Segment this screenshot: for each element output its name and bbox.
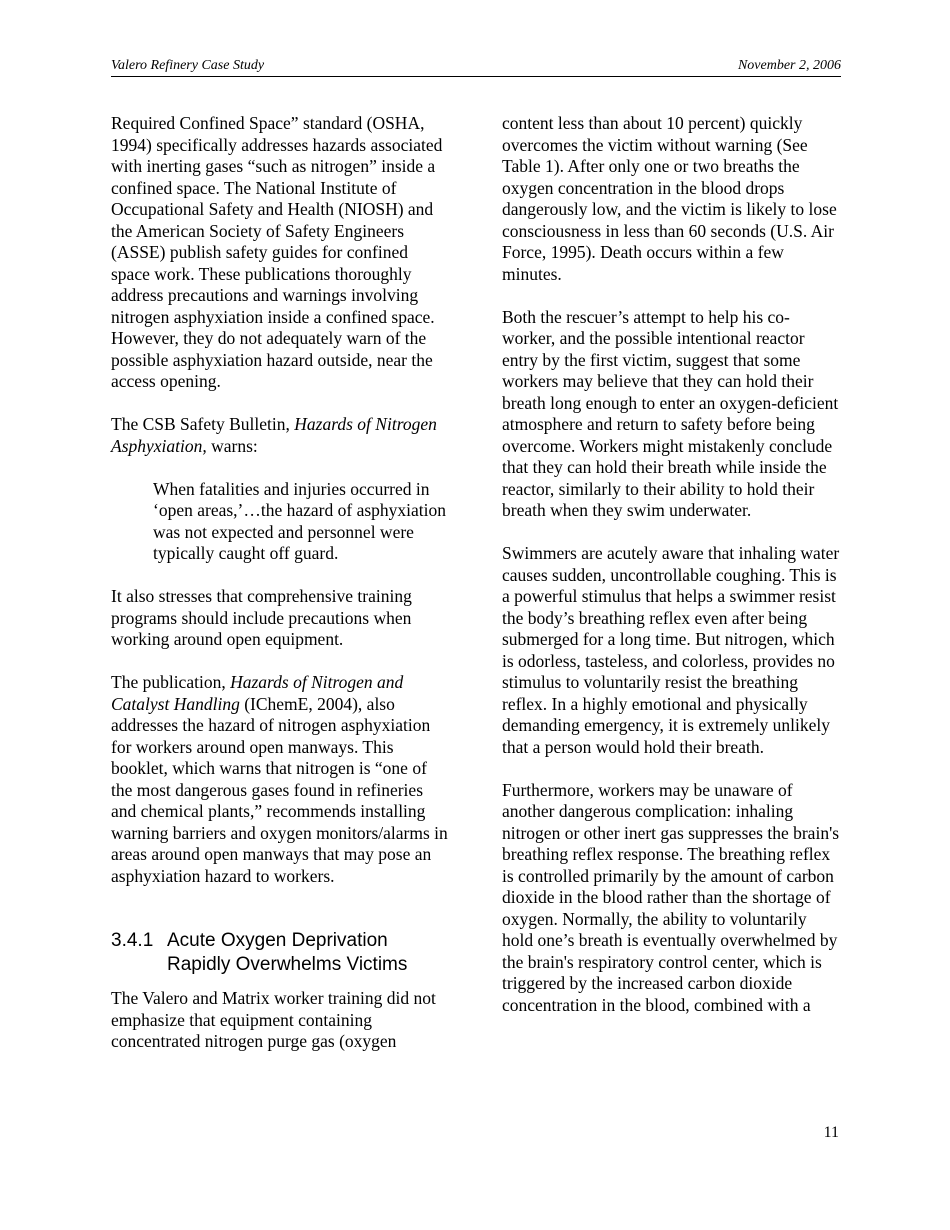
publication-title: Hazards of Nitrogen Asphyxiation, (111, 414, 437, 456)
left-column (111, 113, 451, 1053)
paragraph: Furthermore, workers may be unaware of another dangerous complication: inhaling nitrogen or other inert gas suppresses the brain's breathing reflex response. The breathing reflex is controlled primarily by the amount of carbon dioxide in the blood rather than the shortage of oxygen. Normally, the ability to voluntarily hold one’s breath is eventually overwhelmed by the brain's respiratory control center, which is triggered by the increased carbon dioxide concentration in the blood, combined with a (502, 779, 840, 1015)
paragraph: Both the rescuer’s attempt to help his co-worker, and the possible intentional reactor entry by the first victim, suggest that some workers may believe that they can hold their breath long enough to enter an oxygen-deficient atmosphere and return to safety before being overcome. Workers might mistakenly conclude that they can hold their breath while inside the reactor, similarly to their ability to hold their breath when they swim underwater. (502, 306, 839, 520)
text-run: The publication, (111, 672, 231, 692)
paragraph: It also stresses that comprehensive training programs should include precautions when working around open equipment. (111, 586, 412, 649)
publication-title: Hazards of Nitrogen and Catalyst Handling (111, 672, 404, 714)
paragraph: The Valero and Matrix worker training did not emphasize that equipment containing concentrated nitrogen purge gas (oxygen (111, 988, 436, 1051)
text-run: warns: (206, 435, 258, 456)
paragraph: content less than about 10 percent) quickly overcomes the victim without warning (See Table 1). After only one or two breaths the oxygen concentration in the blood drops dangerously low, and the victim is likely to lose consciousness in less than 60 seconds (U.S. Air Force, 1995). Death occurs within a few minutes. (502, 113, 837, 284)
running-header (111, 57, 841, 77)
section-number: 3.4.1 (111, 930, 154, 951)
header-date: November 2, 2006 (737, 58, 841, 73)
text-run: The CSB Safety Bulletin, (111, 414, 295, 434)
page-number: 11 (823, 1124, 839, 1141)
section-title: Acute Oxygen Deprivation Rapidly Overwhelms Victims (167, 930, 408, 975)
paragraph (111, 672, 451, 887)
section-heading (111, 929, 451, 976)
paragraph: Required Confined Space” standard (OSHA, 1994) specifically addresses hazards associated with inerting gases “such as nitrogen” inside a confined space. The National Institute of Occupational Safety and Health (NIOSH) and the American Society of Safety Engineers (ASSE) publish safety guides for confined space work. These publications thoroughly address precautions and warnings involving nitrogen asphyxiation inside a confined space. However, they do not adequately warn of the possible asphyxiation hazard outside, near the access opening. (111, 113, 443, 391)
paragraph: Swimmers are acutely aware that inhaling water causes sudden, uncontrollable coughing. This is a powerful stimulus that helps a swimmer resist the body’s breathing reflex even after being submerged for a long time. But nitrogen, which is odorless, tasteless, and colorless, provides no stimulus to voluntarily resist the breathing reflex. In a highly emotional and physically demanding emergency, it is extremely unlikely that a person would hold their breath. (502, 543, 840, 757)
header-document-title: Valero Refinery Case Study (111, 58, 265, 73)
paragraph (111, 414, 451, 457)
block-quote: When fatalities and injuries occurred in ‘open areas,’…the hazard of asphyxiation was not expected and personnel were typically caught off guard. (153, 478, 447, 563)
text-run: (IChemE, 2004), also addresses the hazard of nitrogen asphyxiation for workers around open manways. This booklet, which warns that nitrogen is “one of the most dangerous gases found in refineries and chemical plants,” recommends installing warning barriers and oxygen monitors/alarms in areas around open manways that may pose an asphyxiation hazard to workers. (111, 693, 448, 886)
right-column (502, 113, 842, 1016)
